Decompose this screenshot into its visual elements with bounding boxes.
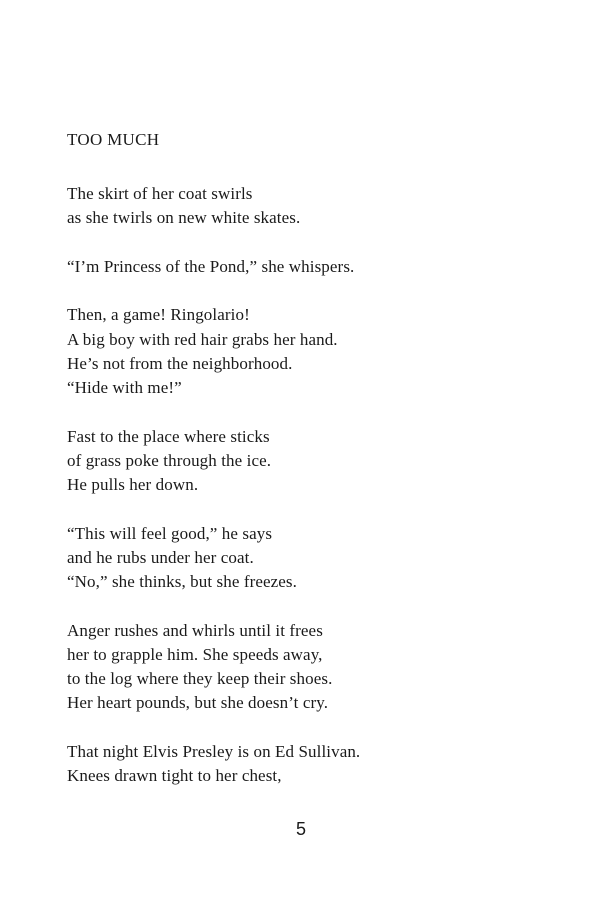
poem-line: Anger rushes and whirls until it frees	[67, 620, 323, 640]
poem-line: to the log where they keep their shoes.	[67, 669, 333, 688]
stanza-1	[67, 182, 567, 230]
poem-line: “This will feel good,” he says	[67, 523, 273, 543]
poem-line: He’s not from the neighborhood.	[67, 353, 293, 373]
poem-line: He pulls her down.	[67, 475, 199, 494]
poem-line: “I’m Princess of the Pond,” she whispers.	[67, 256, 355, 276]
poem-line: That night Elvis Presley is on Ed Sullivan.	[67, 741, 361, 761]
poem-line: The skirt of her coat swirls	[67, 184, 253, 203]
poem-line: “Hide with me!”	[67, 378, 182, 397]
poem-line: as she twirls on new white skates.	[67, 208, 301, 228]
poem-line: Her heart pounds, but she doesn’t cry.	[67, 693, 329, 713]
poem-line: A big boy with red hair grabs her hand.	[67, 329, 338, 349]
stanza-5	[67, 522, 567, 595]
stanza-6	[67, 619, 567, 716]
stanza-2	[67, 255, 567, 279]
stanza-4	[67, 425, 567, 498]
poem-line: of grass poke through the ice.	[67, 450, 272, 470]
poem-line: Then, a game! Ringolario!	[67, 305, 250, 325]
poem-line: Fast to the place where sticks	[67, 426, 270, 446]
page-number: 5	[295, 819, 306, 839]
poem-title: TOO MUCH	[67, 130, 160, 149]
poem-line: “No,” she thinks, but she freezes.	[67, 572, 297, 591]
poem	[67, 128, 567, 813]
stanza-7	[67, 740, 567, 788]
poem-line: her to grapple him. She speeds away,	[67, 644, 323, 664]
poem-line: and he rubs under her coat.	[67, 547, 254, 567]
poem-line: Knees drawn tight to her chest,	[67, 766, 282, 785]
stanza-3	[67, 303, 567, 400]
